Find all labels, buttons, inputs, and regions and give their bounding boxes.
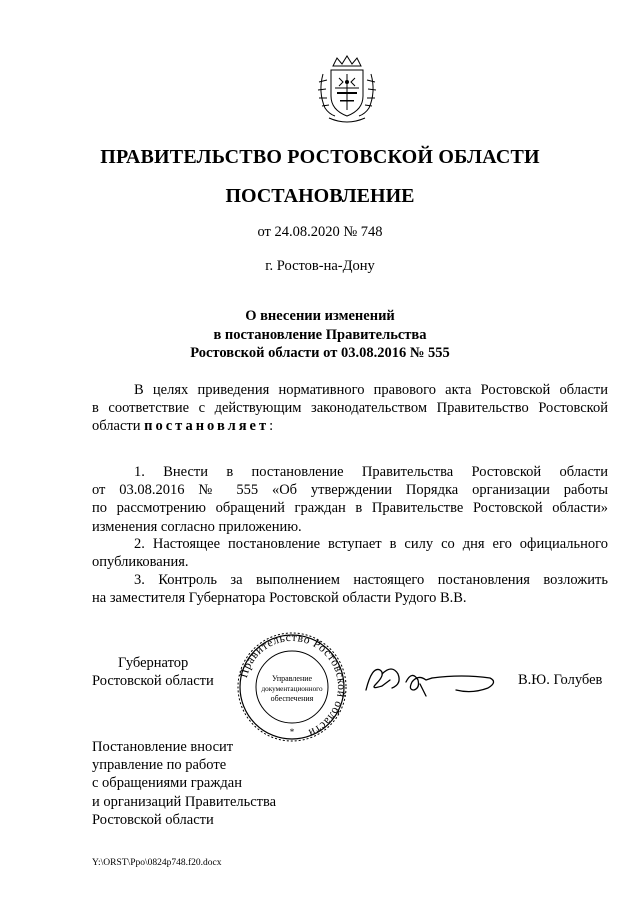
seal-center-line: Управление bbox=[271, 674, 313, 683]
item-2-paragraph bbox=[92, 535, 608, 571]
seal-ring-text: Правительство Ростовской области bbox=[237, 631, 348, 739]
decree-word: постановляет bbox=[144, 418, 270, 435]
paragraph-line: от 03.08.2016 № 555 «Об утверждении Порядка организации работы bbox=[92, 482, 608, 499]
submitted-by-line: с обращениями граждан bbox=[92, 775, 242, 792]
submitted-by-line: и организаций Правительства bbox=[92, 793, 277, 810]
submitted-by-line: Постановление вносит bbox=[92, 739, 234, 755]
paragraph-line: опубликования. bbox=[92, 554, 189, 571]
seal-center-line: документационного bbox=[261, 685, 323, 693]
subject-line: О внесении изменений bbox=[245, 308, 395, 324]
paragraph-line: изменения согласно приложению. bbox=[92, 518, 302, 535]
position-line: Губернатор bbox=[118, 655, 189, 671]
intro-suffix: : bbox=[269, 418, 274, 435]
intro-prefix: области bbox=[92, 418, 145, 435]
city-line: г. Ростов-на-Дону bbox=[265, 258, 375, 274]
coat-of-arms-emblem bbox=[315, 52, 379, 126]
signatory-name: В.Ю. Голубев bbox=[518, 672, 603, 688]
official-seal-stamp bbox=[228, 631, 356, 743]
submitted-by-line: Ростовской области bbox=[92, 811, 214, 828]
paragraph-line: по рассмотрению обращений граждан в Правительстве Ростовской области» bbox=[92, 500, 608, 517]
paragraph-line: 2. Настоящее постановление вступает в силу со дня его официального bbox=[134, 536, 608, 552]
paragraph-line: В целях приведения нормативного правового акта Ростовской области bbox=[134, 382, 608, 398]
date-number-line: от 24.08.2020 № 748 bbox=[257, 224, 383, 240]
signatory-position bbox=[92, 654, 214, 690]
paragraph-line bbox=[92, 417, 608, 435]
position-line: Ростовской области bbox=[92, 673, 214, 690]
paragraph-line: в соответствие с действующим законодательством Правительство Ростовской bbox=[92, 400, 608, 417]
submitted-by-line: управление по работе bbox=[92, 757, 227, 774]
item-3-paragraph bbox=[92, 571, 608, 607]
document-subject bbox=[0, 307, 640, 363]
paragraph-line: 1. Внести в постановление Правительства Ростовской области bbox=[134, 464, 608, 480]
svg-text:*: * bbox=[289, 727, 295, 737]
document-type: ПОСТАНОВЛЕНИЕ bbox=[225, 185, 415, 207]
handwritten-signature bbox=[362, 660, 502, 700]
item-1-paragraph bbox=[92, 463, 608, 536]
subject-line: в постановление Правительства bbox=[213, 326, 427, 343]
seal-center-line: обеспечения bbox=[270, 694, 314, 703]
intro-paragraph bbox=[92, 381, 608, 436]
submitted-by-block bbox=[92, 738, 276, 829]
paragraph-line: 3. Контроль за выполнением настоящего постановления возложить bbox=[134, 572, 608, 588]
government-title: ПРАВИТЕЛЬСТВО РОСТОВСКОЙ ОБЛАСТИ bbox=[100, 146, 540, 168]
paragraph-line: на заместителя Губернатора Ростовской области Рудого В.В. bbox=[92, 590, 467, 607]
subject-line: Ростовской области от 03.08.2016 № 555 bbox=[190, 345, 450, 361]
file-path-footer: Y:\ORST\Ppo\0824p748.f20.docx bbox=[92, 858, 222, 868]
